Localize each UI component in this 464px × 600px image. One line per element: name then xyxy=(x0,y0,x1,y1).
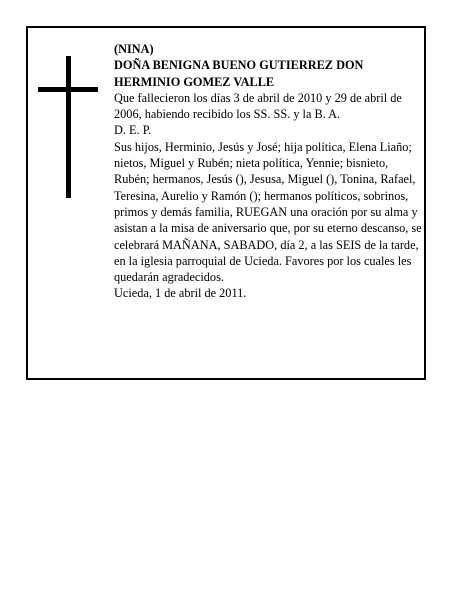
cross-icon xyxy=(38,56,98,198)
deceased-nickname: (NINA) xyxy=(114,42,154,56)
place-and-date: Ucieda, 1 de abril de 2011. xyxy=(114,286,247,301)
obituary-notice xyxy=(26,26,426,380)
notice-body: Sus hijos, Herminio, Jesús y José; hija política, Elena Liaño; nietos, Miguel y Rubén; nieta política, Yennie; bisnieto, Rubén; hermanos, Jesús (), Jesusa, Miguel (), Tonina, Rafael, Teresina, Aurelio y Ramón (); hermanos políticos, sobrinos, primos y demás familia, RUEGAN una oración por su alma y asistan a la misa de aniversario que, por su eterno descanso, se celebrará MAÑANA, SABADO, día 2, a las SEIS de la tarde, en la iglesia parroquial de Ucieda. Favores por los cuales les quedarán agradecidos. xyxy=(114,139,422,285)
rest-in-peace: D. E. P. xyxy=(114,123,152,138)
deceased-names: DOÑA BENIGNA BUENO GUTIERREZ DON HERMINIO GOMEZ VALLE xyxy=(114,58,364,89)
cross-horizontal-bar xyxy=(38,87,98,92)
notice-text xyxy=(114,41,424,302)
cross-vertical-bar xyxy=(66,56,71,198)
death-announcement: Que fallecieron los días 3 de abril de 2010 y 29 de abril de 2006, habiendo recibido los SS. SS. y la B. A. xyxy=(114,90,402,122)
